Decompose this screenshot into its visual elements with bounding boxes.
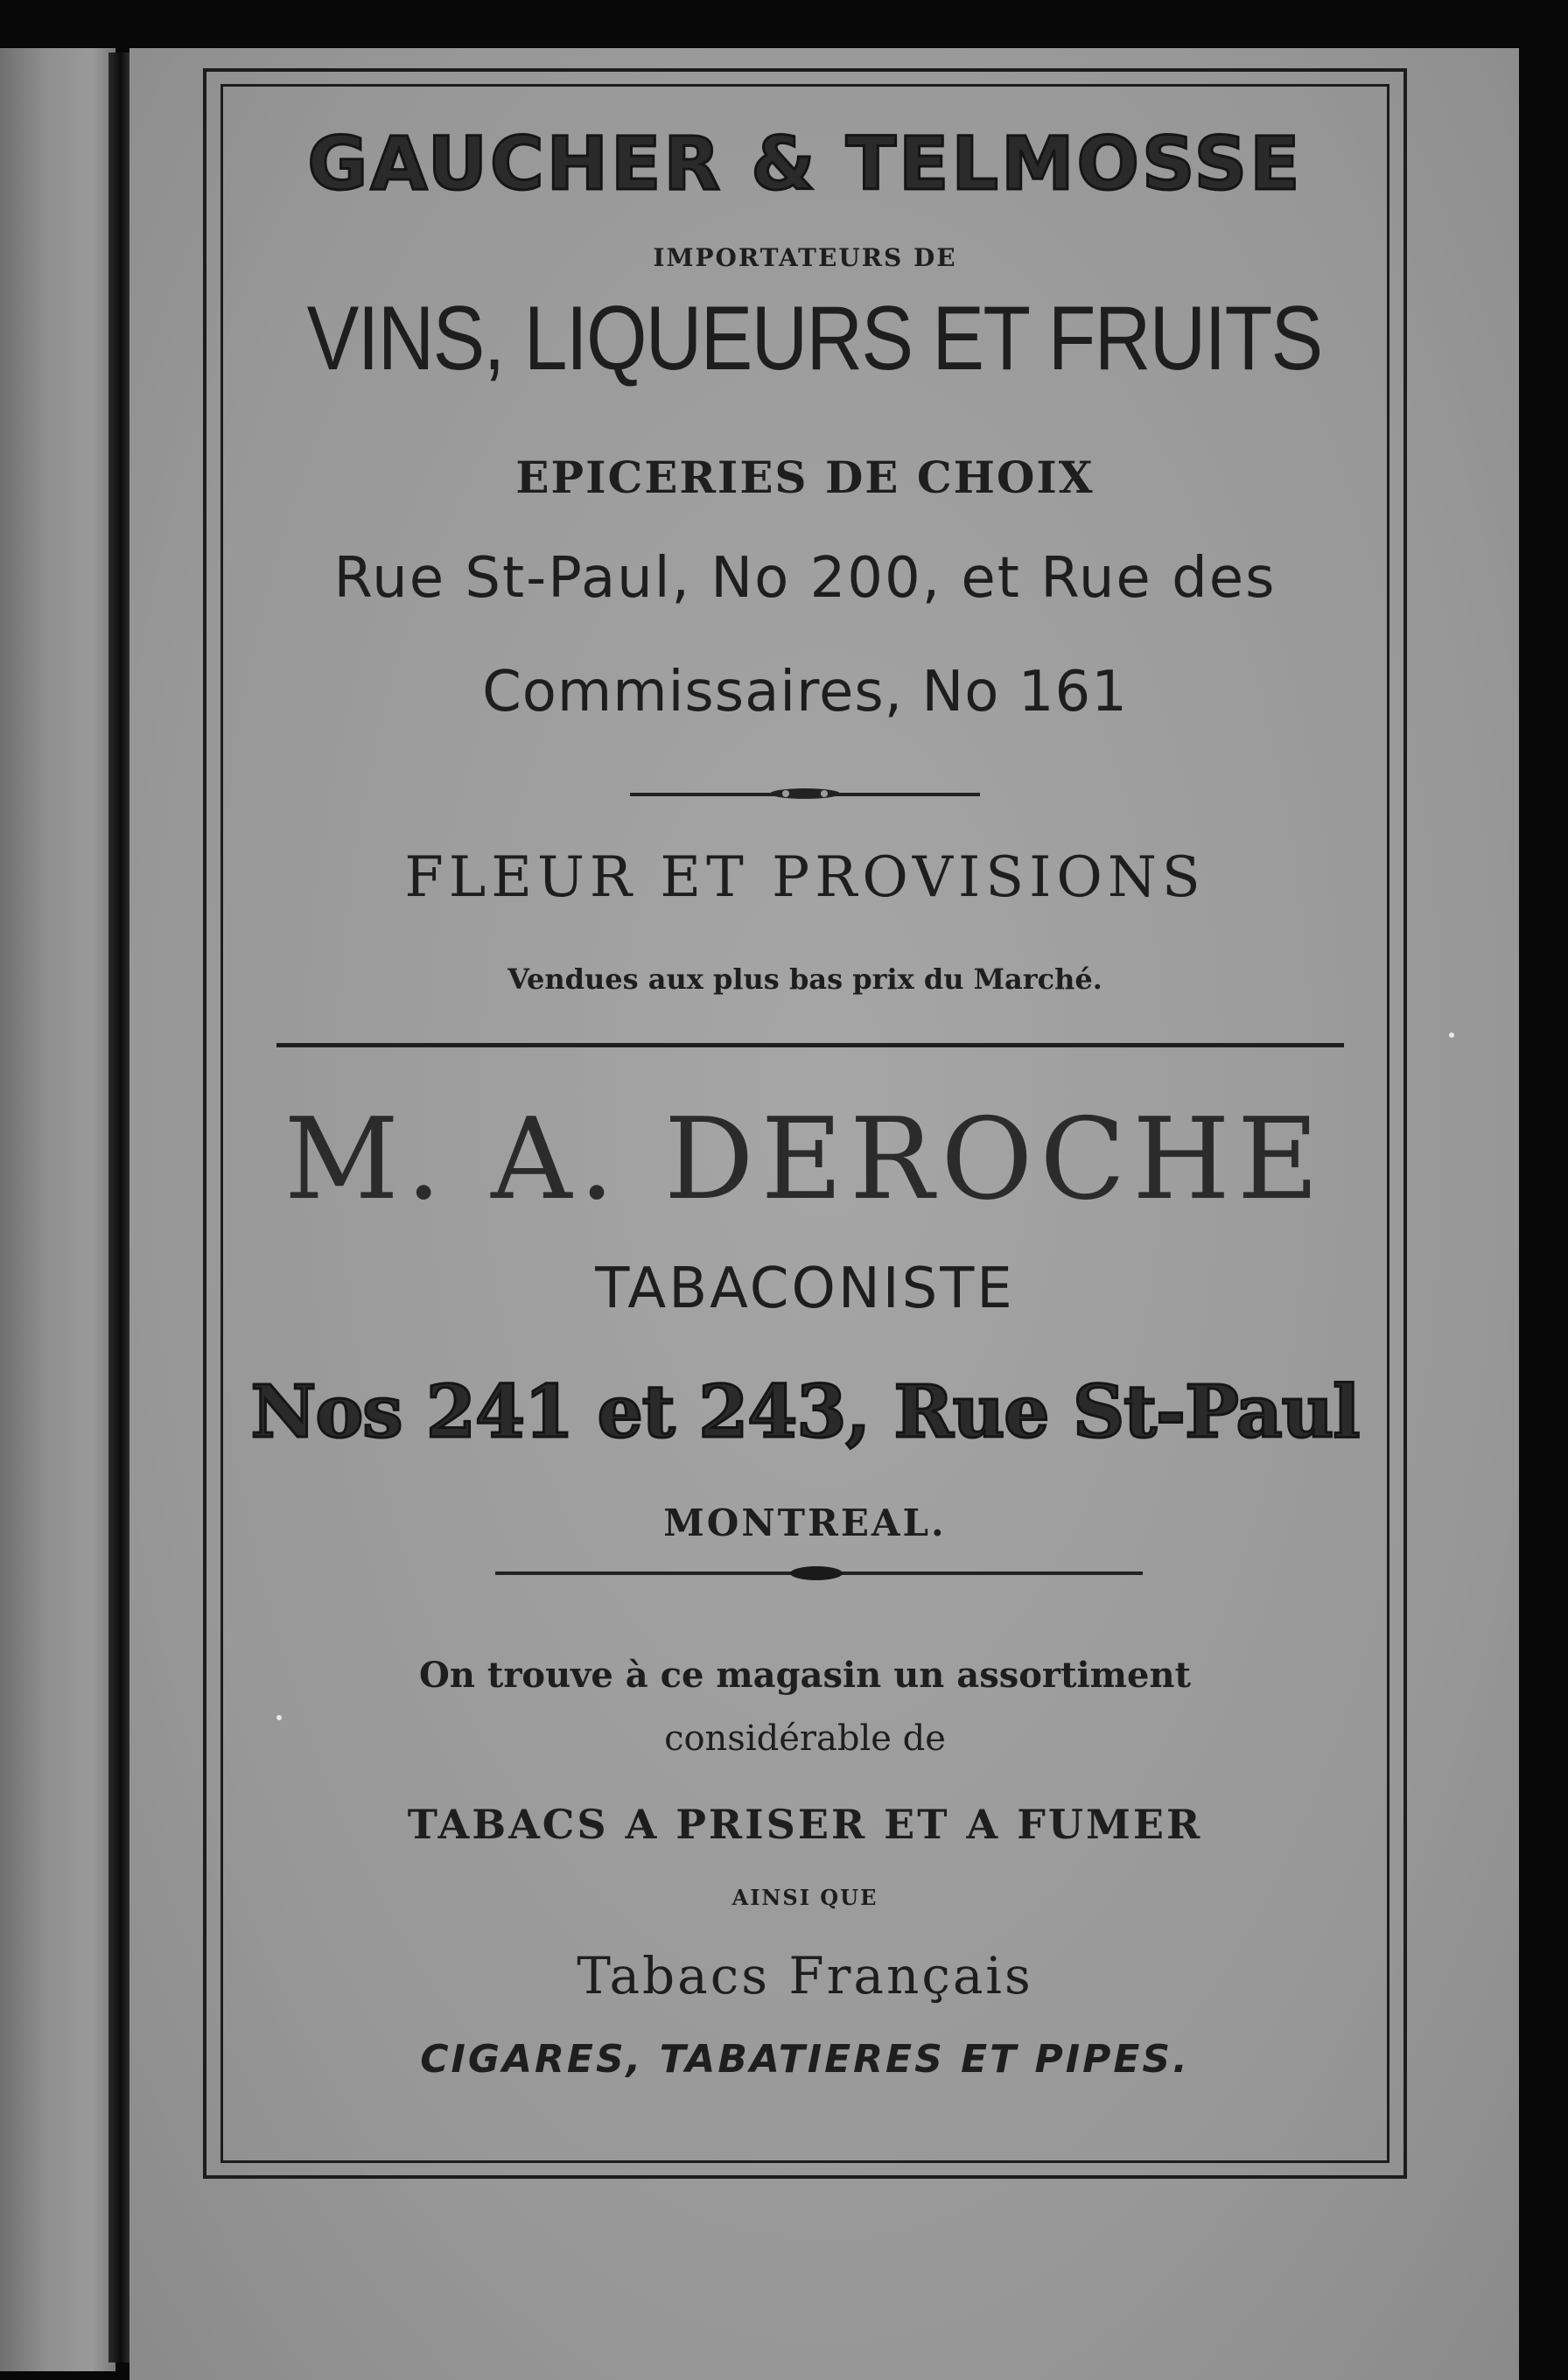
items-line: CIGARES, TABATIERES ET PIPES. <box>420 2037 1190 2082</box>
also-label: AINSI QUE <box>732 1885 878 1910</box>
french-tobacco: Tabacs Français <box>577 1946 1033 2006</box>
address-line-1: Rue St-Paul, No 200, et Rue des <box>333 546 1277 611</box>
left-page-edge <box>0 48 116 2371</box>
description-line-2: considérable de <box>664 1718 946 1759</box>
advertisement-page <box>226 84 1384 2163</box>
firm-name: GAUCHER & TELMOSSE <box>307 121 1303 206</box>
groceries-heading: EPICERIES DE CHOIX <box>515 452 1095 503</box>
prices-note: Vendues aux plus bas prix du Marché. <box>508 962 1102 996</box>
goods-heading: VINS, LIQUEURS ET FRUITS <box>306 288 1322 389</box>
tobacco-heading: TABACS A PRISER ET A FUMER <box>407 1801 1203 1848</box>
ornament-icon <box>768 784 842 803</box>
flour-heading: FLEUR ET PROVISIONS <box>404 845 1206 910</box>
merchant-name: M. A. DEROCHE <box>284 1095 1326 1225</box>
shop-address: Nos 241 et 243, Rue St-Paul <box>250 1370 1360 1454</box>
description-line-1: On trouve à ce magasin un assortiment <box>418 1655 1191 1696</box>
trade-label: TABACONISTE <box>595 1256 1015 1321</box>
city-name: MONTREAL. <box>663 1502 947 1544</box>
section-divider <box>276 1043 1344 1047</box>
paper-speck <box>1449 1032 1454 1038</box>
importers-label: IMPORTATEURS DE <box>653 243 957 272</box>
address-line-2: Commissaires, No 161 <box>482 660 1128 724</box>
ornament-icon-2 <box>786 1563 847 1584</box>
paper-speck <box>276 1715 282 1720</box>
